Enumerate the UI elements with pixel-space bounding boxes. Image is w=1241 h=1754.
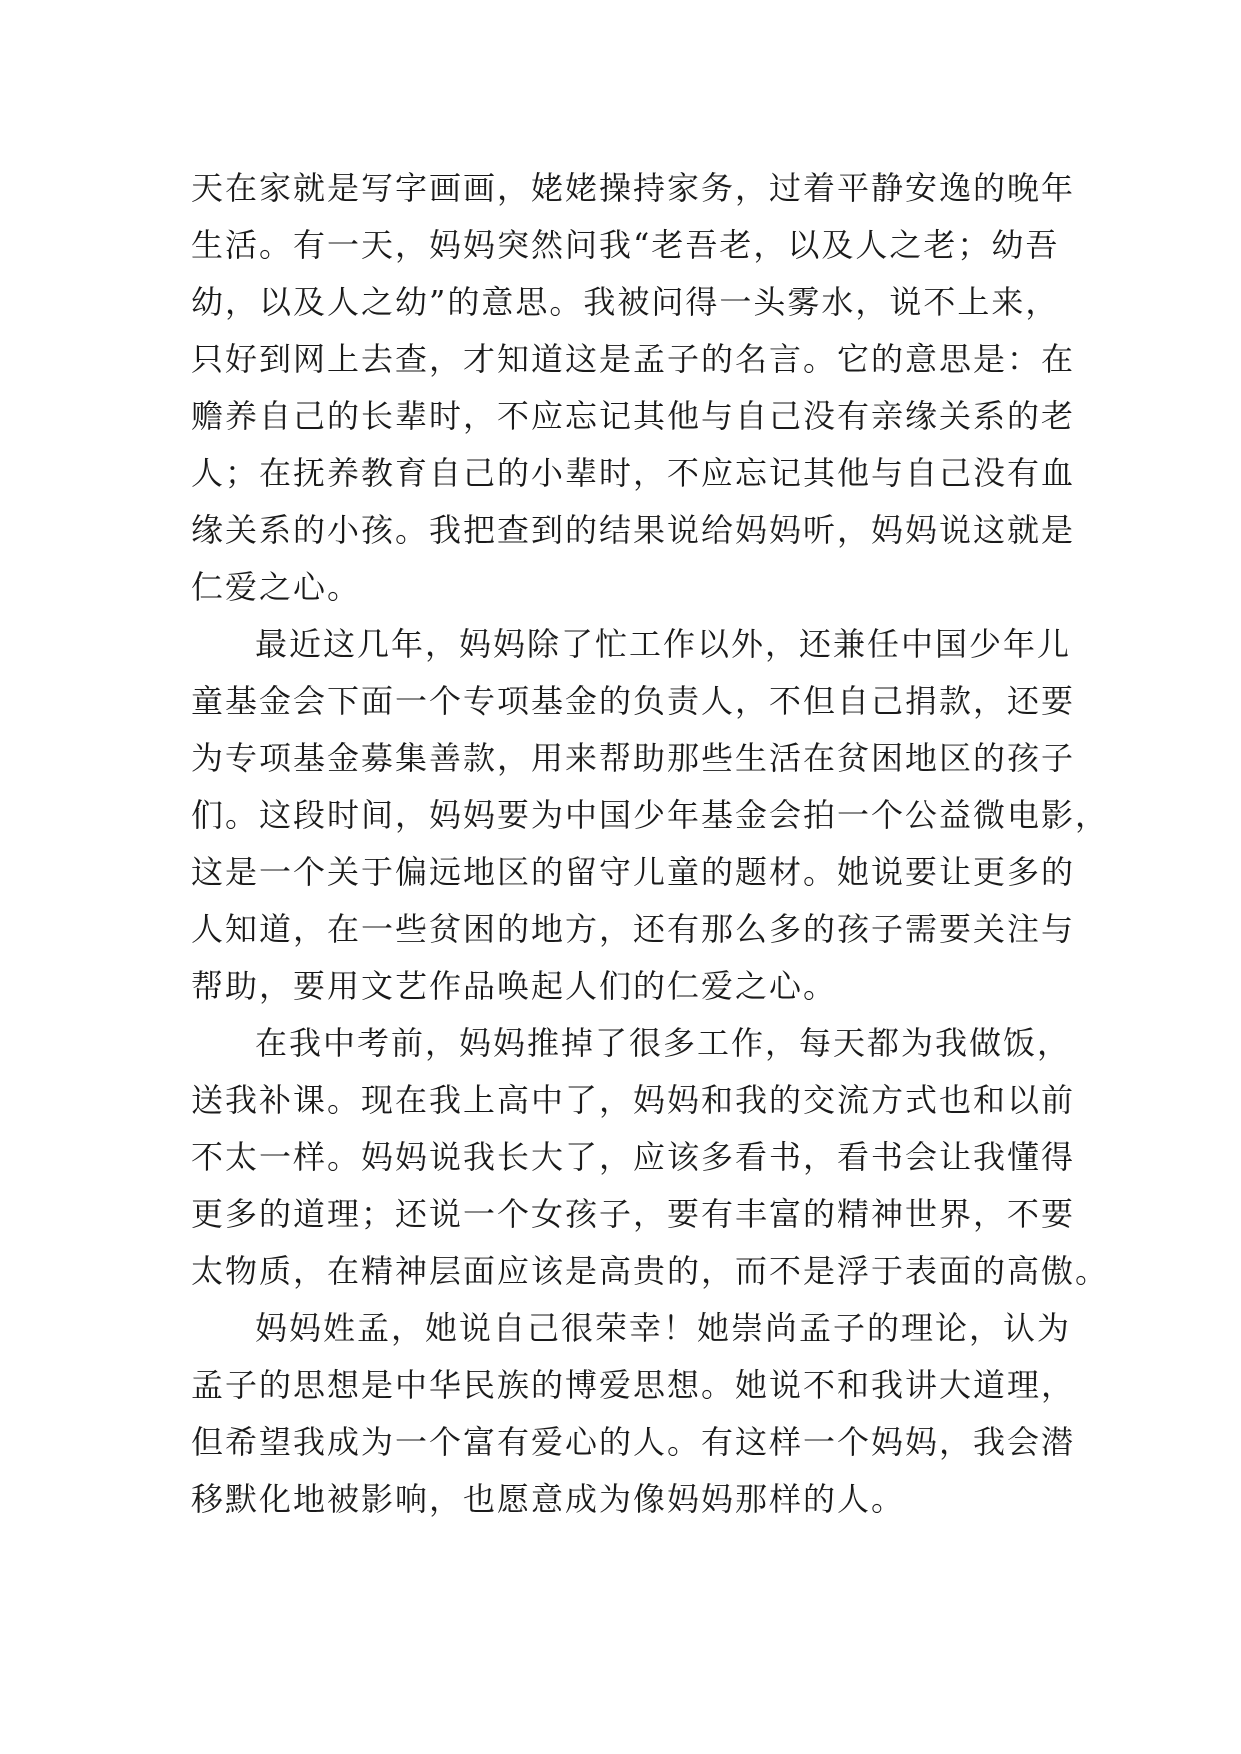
text-line: 但希望我成为一个富有爱心的人。有这样一个妈妈，我会潜 xyxy=(191,1423,1076,1461)
text-line: 只好到网上去查，才知道这是孟子的名言。它的意思是：在 xyxy=(191,340,1076,378)
text-line: 移默化地被影响，也愿意成为像妈妈那样的人。 xyxy=(191,1480,906,1518)
text-line: 人；在抚养教育自己的小辈时，不应忘记其他与自己没有血 xyxy=(191,454,1076,492)
text-line: 生活。有一天，妈妈突然问我“老吾老，以及人之老；幼吾 xyxy=(191,226,1060,264)
text-line: 更多的道理；还说一个女孩子，要有丰富的精神世界，不要 xyxy=(191,1195,1076,1233)
paragraph-first-line: 最近这几年，妈妈除了忙工作以外，还兼任中国少年儿 xyxy=(255,625,1072,663)
paragraph-first-line: 在我中考前，妈妈推掉了很多工作，每天都为我做饭， xyxy=(255,1024,1072,1062)
text-line: 仁爱之心。 xyxy=(191,568,362,606)
text-line: 为专项基金募集善款，用来帮助那些生活在贫困地区的孩子 xyxy=(191,739,1076,777)
text-line: 送我补课。现在我上高中了，妈妈和我的交流方式也和以前 xyxy=(191,1081,1076,1119)
text-line: 不太一样。妈妈说我长大了，应该多看书，看书会让我懂得 xyxy=(191,1138,1076,1176)
text-line: 们。这段时间，妈妈要为中国少年基金会拍一个公益微电影， xyxy=(191,796,1110,834)
text-line: 天在家就是写字画画，姥姥操持家务，过着平静安逸的晚年 xyxy=(191,169,1076,207)
text-line: 这是一个关于偏远地区的留守儿童的题材。她说要让更多的 xyxy=(191,853,1076,891)
text-line: 赡养自己的长辈时，不应忘记其他与自己没有亲缘关系的老 xyxy=(191,397,1076,435)
body-text xyxy=(191,160,1110,1528)
text-line: 人知道，在一些贫困的地方，还有那么多的孩子需要关注与 xyxy=(191,910,1076,948)
text-line: 缘关系的小孩。我把查到的结果说给妈妈听，妈妈说这就是 xyxy=(191,511,1076,549)
text-line: 幼，以及人之幼”的意思。我被问得一头雾水，说不上来， xyxy=(191,283,1060,321)
text-line: 童基金会下面一个专项基金的负责人，不但自己捐款，还要 xyxy=(191,682,1076,720)
text-line: 太物质，在精神层面应该是高贵的，而不是浮于表面的高傲。 xyxy=(191,1252,1110,1290)
paragraph-first-line: 妈妈姓孟，她说自己很荣幸！她崇尚孟子的理论，认为 xyxy=(255,1309,1072,1347)
text-line: 孟子的思想是中华民族的博爱思想。她说不和我讲大道理， xyxy=(191,1366,1076,1404)
text-line: 帮助，要用文艺作品唤起人们的仁爱之心。 xyxy=(191,967,838,1005)
